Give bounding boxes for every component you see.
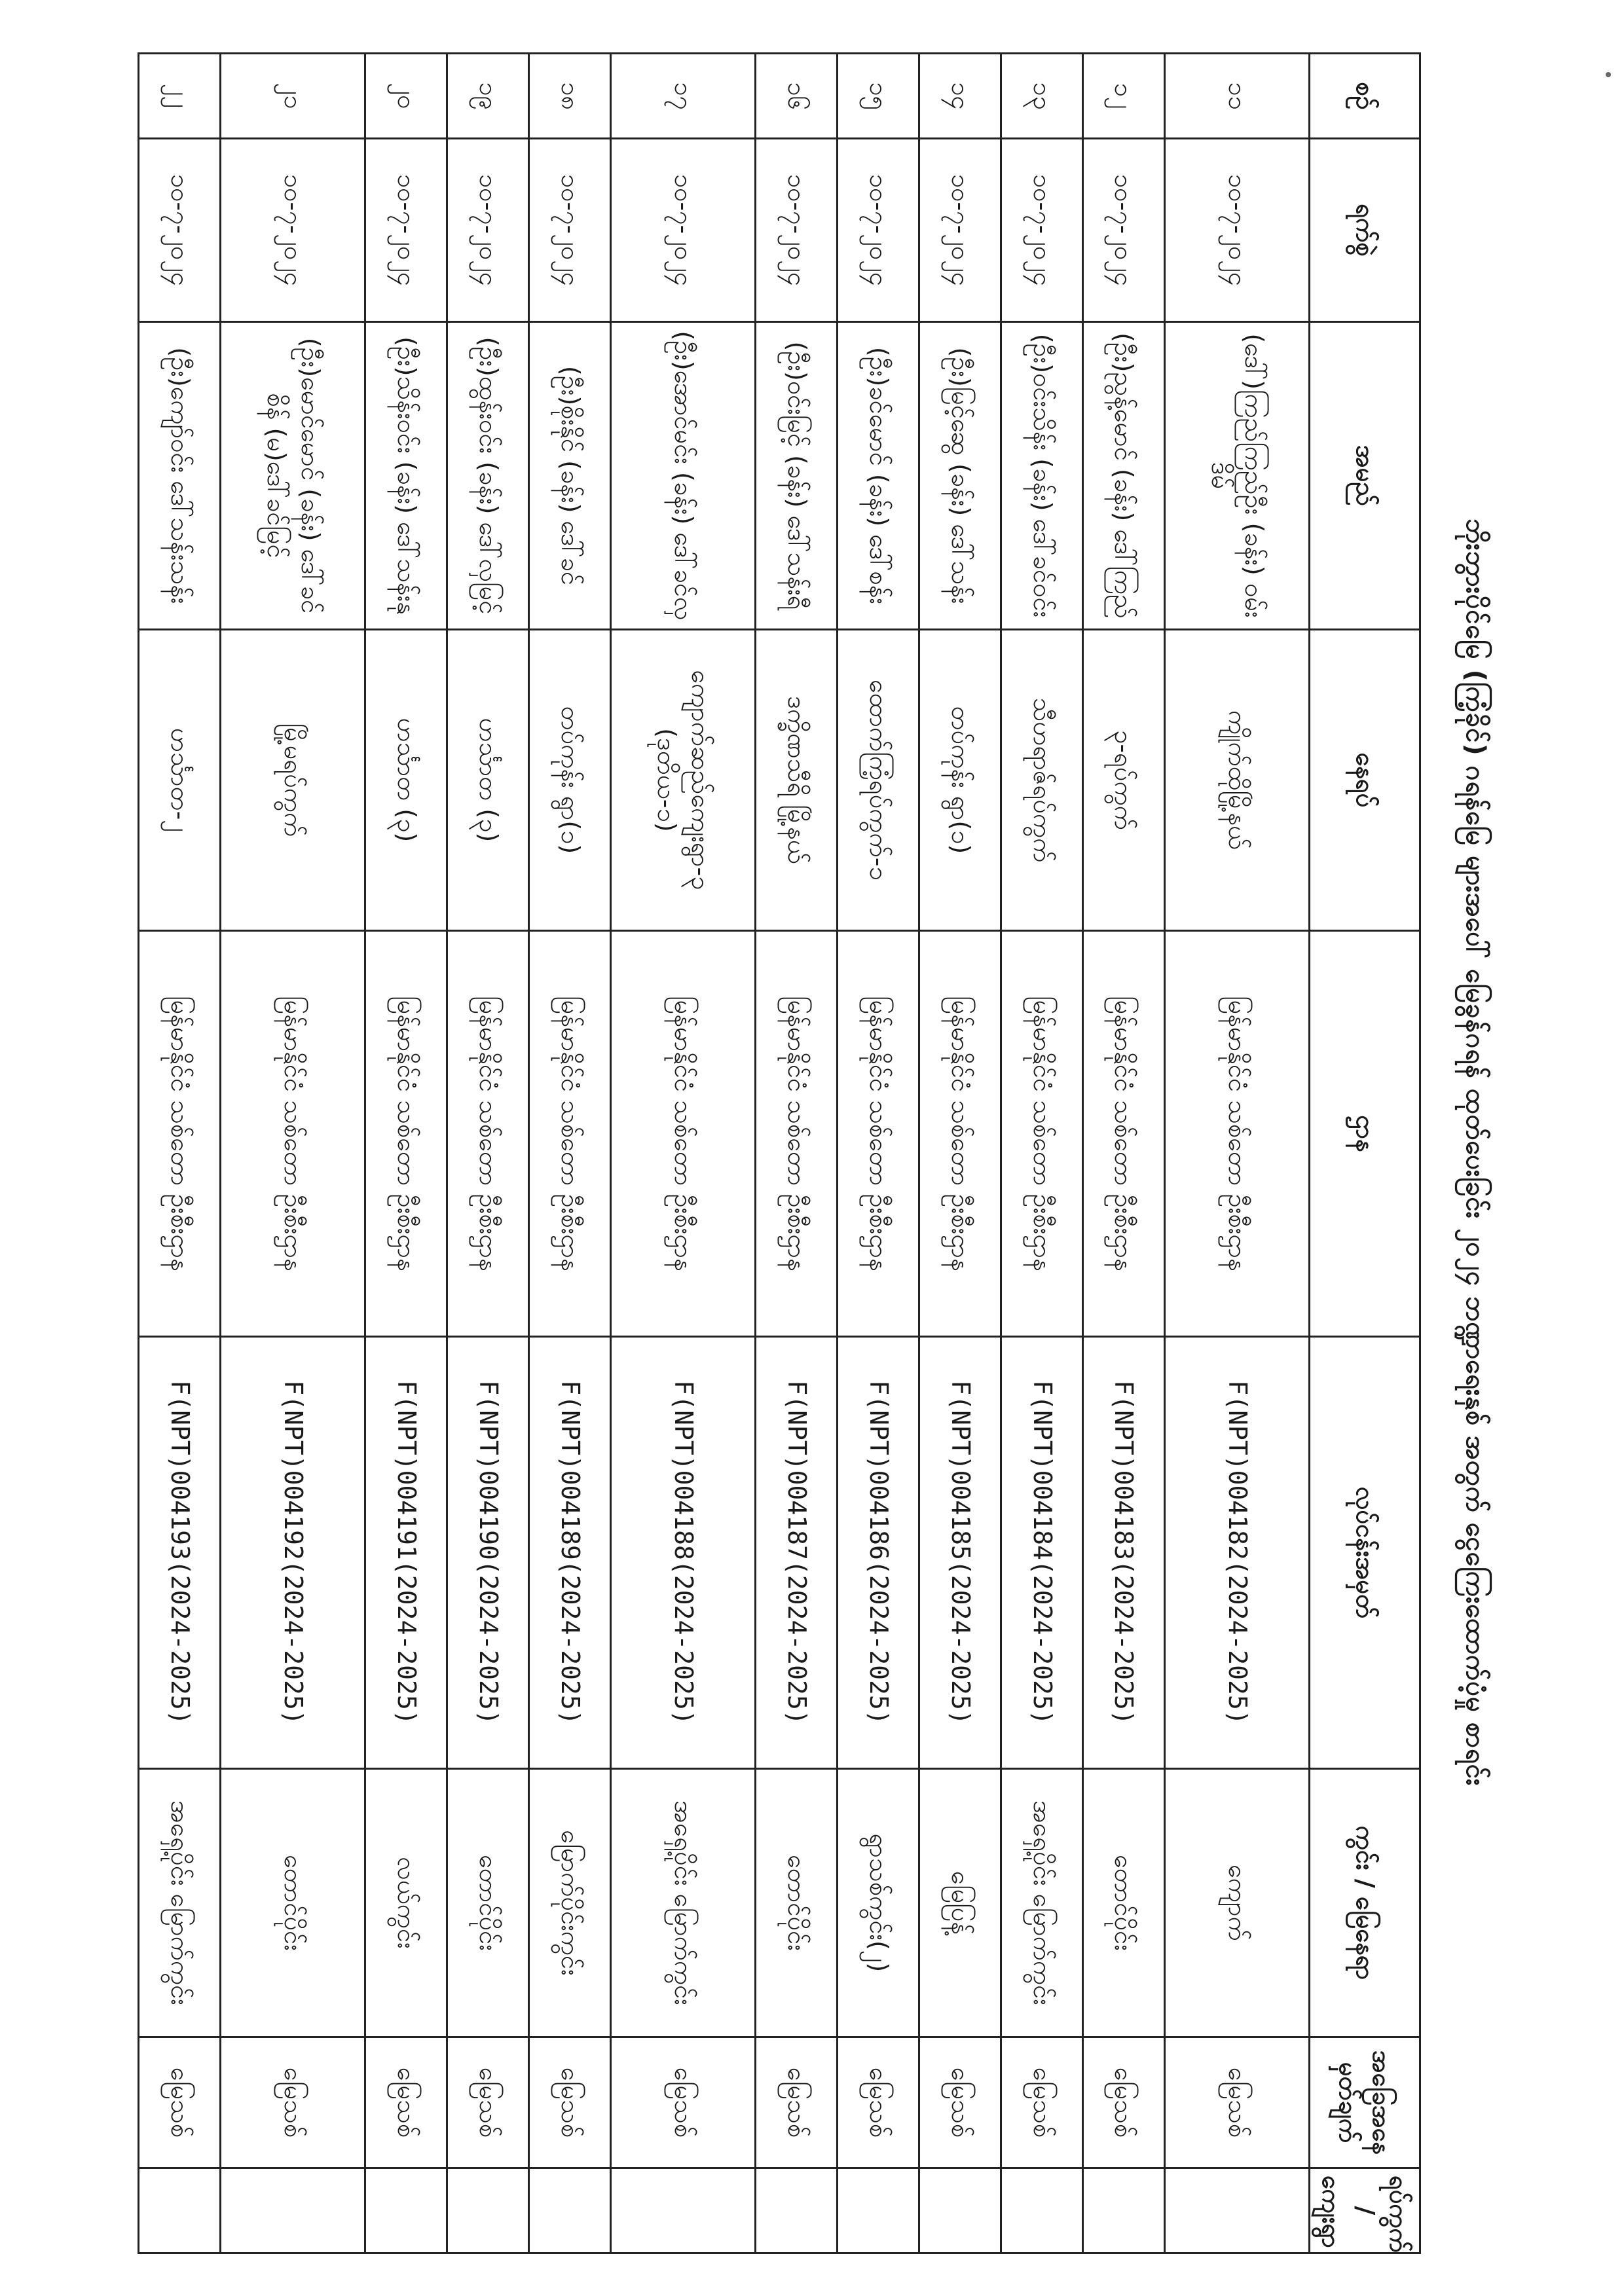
cell-extra (1082, 2168, 1164, 2253)
cell-date: ၁၀-၇-၂၀၂၄ (756, 139, 838, 322)
cell-no: ၁၈ (529, 54, 611, 139)
cell-name: (ဦး)ခင်မောင် (ခန်း) ဒေါ်စန်း (838, 322, 919, 630)
cell-name: (ဦး)ညွန့်မောင် (ခန်း) ဒေါ်ကြည် (1082, 322, 1164, 630)
cell-name: (ဦး)မောင်မောင် (ခန်း) ဒေါ်ခင်စိန် (မ)ဒေါ်ခင်မြင့် (221, 322, 365, 630)
table-row (1001, 54, 1082, 2253)
cell-remark: မြေသစ် (1164, 2037, 1309, 2168)
cell-date: ၁၀-၇-၂၀၂၄ (610, 139, 755, 322)
cell-no: ၁၆ (756, 54, 838, 139)
header-unit: ဌာန (1310, 931, 1420, 1337)
cell-no: ၁၁ (1164, 54, 1309, 139)
cell-extra (139, 2168, 221, 2253)
cell-date: ၁၀-၇-၂၀၂၄ (221, 139, 365, 322)
table-row (529, 54, 611, 2253)
cell-extra (838, 2168, 919, 2253)
cell-unit: မြန်မာနိုင်ငံ သစ်တော ဦးစီးဌာန (529, 931, 611, 1337)
cell-name: (ဒေါ်)ကြည်ကြည်ဦး (ခန်း) ဝမ်းဒိမ် (1164, 322, 1309, 630)
cell-no: ၁၂ (1082, 54, 1164, 139)
cell-location: လယ်ကွင်း (365, 1769, 447, 2037)
cell-unit: မြန်မာနိုင်ငံ သစ်တော ဦးစီးဌာန (447, 931, 529, 1337)
cell-unit: မြန်မာနိုင်ငံ သစ်တော ဦးစီးဌာန (365, 931, 447, 1337)
header-no: စဉ် (1310, 54, 1420, 139)
header-remark-line2: မှတ်ချက် (1334, 2062, 1363, 2143)
cell-file-no: F(NPT)004182(2024-2025) (1164, 1337, 1309, 1769)
cell-no: ၂၁ (221, 54, 365, 139)
header-remark (1310, 2037, 1420, 2168)
cell-remark: မြေသစ် (221, 2037, 365, 2168)
cell-location: တောင်ပိုင်း (1082, 1769, 1164, 2037)
cell-unit: မြန်မာနိုင်ငံ သစ်တော ဦးစီးဌာန (1164, 931, 1309, 1337)
cell-extra (365, 2168, 447, 2253)
cell-unit: မြန်မာနိုင်ငံ သစ်တော ဦးစီးဌာန (221, 931, 365, 1337)
cell-location: ရွာသစ်ကွင်း(၂) (838, 1769, 919, 2037)
cell-file-no: F(NPT)004184(2024-2025) (1001, 1337, 1082, 1769)
cell-date: ၁၀-၇-၂၀၂၄ (365, 139, 447, 322)
table-row (221, 54, 365, 2253)
register-table (138, 52, 1421, 2254)
scan-speck (1606, 72, 1611, 77)
cell-remark: မြေသစ် (756, 2037, 838, 2168)
header-name: အမည် (1310, 322, 1420, 630)
cell-date: ၁၀-၇-၂၀၂၄ (1082, 139, 1164, 322)
cell-extra (447, 2168, 529, 2253)
cell-file-no: F(NPT)004183(2024-2025) (1082, 1337, 1164, 1769)
cell-remark: မြေသစ် (1001, 2037, 1082, 2168)
header-address: နေရပ် (1310, 630, 1420, 931)
document-title: ဘိုးဘွားပိုင်မြေ (ကြံ့ခိုင်) ဂရန်မြေ များအပေါ် မြေခွန်ဂရန် ထုတ်ပေးခြင်း ၂၀၂၄ ဘဏ္ဍာရေးနှစ် အတွက် ငွေကြေးထောက်ပံ့မှု စာရင်း (1460, 518, 1491, 1787)
cell-address: ဒက္ခိဏသီရိ မြို့နယ် (756, 630, 838, 931)
cell-unit: မြန်မာနိုင်ငံ သစ်တော ဦးစီးဌာန (610, 931, 755, 1337)
cell-file-no: F(NPT)004191(2024-2025) (365, 1337, 447, 1769)
cell-unit: မြန်မာနိုင်ငံ သစ်တော ဦးစီးဌာန (919, 931, 1001, 1337)
cell-date: ၁၀-၇-၂၀၂၄ (529, 139, 611, 322)
table-row (139, 54, 221, 2253)
cell-remark: မြေသစ် (447, 2037, 529, 2168)
cell-date: ၁၀-၇-၂၀၂၄ (1001, 139, 1082, 322)
cell-no: ၁၉ (447, 54, 529, 139)
header-date: ရက်စွဲ (1310, 139, 1420, 322)
cell-address: တပ်ကုန်း ရွာ(၁) (919, 630, 1001, 931)
cell-name: (ဦး)ဝင်းသိန်း (ခန်း) ဒေါ်ခင်ဝင်း (1001, 322, 1082, 630)
cell-address: ကျိုက်ထိုမြို့နယ် (1164, 630, 1309, 931)
cell-unit: မြန်မာနိုင်ငံ သစ်တော ဦးစီးဌာန (838, 931, 919, 1337)
rotated-sheet (138, 52, 1513, 2252)
cell-date: ၁၀-၇-၂၀၂၄ (447, 139, 529, 322)
cell-no: ၁၅ (838, 54, 919, 139)
cell-address: မြို့မရပ်ကွက် (221, 630, 365, 931)
cell-file-no: F(NPT)004192(2024-2025) (221, 1337, 365, 1769)
cell-name: (ဦး)စိုးနိုင် (ခန်း) ဒေါ်ခင် (529, 322, 611, 630)
table-row (1164, 54, 1309, 2253)
cell-extra (529, 2168, 611, 2253)
cell-location: တောင်ပိုင်း (221, 1769, 365, 2037)
cell-location: အရှေ့ပိုင်း မြောက်ကွင်း (139, 1769, 221, 2037)
cell-remark: မြေသစ် (365, 2037, 447, 2168)
cell-name: (ဦး)သိန်းဝင်း (ခန်း) ဒေါ်သန်းနု (365, 322, 447, 630)
cell-extra (919, 2168, 1001, 2253)
header-file-no: လုပ်ငန်းအမှတ် (1310, 1337, 1420, 1769)
cell-name: (ဦး)ဝင်းမြင့် (ခန်း) ဒေါ်သန်းရီ (756, 322, 838, 630)
cell-name: (ဦး)ကျော်ဝင်း ဒေါ်သန်းသန်း (139, 322, 221, 630)
cell-remark: မြေသစ် (139, 2037, 221, 2168)
cell-location: မြောက်ပိုင်းကွင်း (529, 1769, 611, 2037)
cell-location: တောင်ပိုင်း (756, 1769, 838, 2037)
cell-remark: မြေသစ် (529, 2037, 611, 2168)
cell-address: ဟင်္သာတ-၂ (139, 630, 221, 931)
cell-location: အရှေ့ပိုင်း မြောက်ကွင်း (610, 1769, 755, 2037)
cell-file-no: F(NPT)004188(2024-2025) (610, 1337, 755, 1769)
table-row (756, 54, 838, 2253)
cell-name: (ဦး)ထွန်းဝင်း (ခန်း) ဒေါ်လှမြင့် (447, 322, 529, 630)
cell-extra (221, 2168, 365, 2253)
cell-name: (ဦး)အောင်မင်း (ခန်း) ဒေါ်ခင်လှ (610, 322, 755, 630)
cell-no: ၁၇ (610, 54, 755, 139)
cell-name: (ဦး)မြင့်ဆွေ (ခန်း) ဒေါ်သန်း (919, 322, 1001, 630)
cell-address: သီဟရာဇ်ရပ်ကွက် (1001, 630, 1082, 931)
header-remark-line1: အခြေအနေ (1367, 2050, 1397, 2155)
cell-location: မြေပြန့် (919, 1769, 1001, 2037)
cell-extra (756, 2168, 838, 2253)
cell-file-no: F(NPT)004189(2024-2025) (529, 1337, 611, 1769)
cell-location: တောင်ပိုင်း (447, 1769, 529, 2037)
cell-extra (1001, 2168, 1082, 2253)
table-row (447, 54, 529, 2253)
cell-remark: မြေသစ် (838, 2037, 919, 2168)
cell-file-no: F(NPT)004193(2024-2025) (139, 1337, 221, 1769)
cell-date: ၁၀-၇-၂၀၂၄ (838, 139, 919, 322)
cell-file-no: F(NPT)004186(2024-2025) (838, 1337, 919, 1769)
cell-remark: မြေသစ် (1082, 2037, 1164, 2168)
cell-remark: မြေသစ် (919, 2037, 1001, 2168)
cell-unit: မြန်မာနိုင်ငံ သစ်တော ဦးစီးဌာန (139, 931, 221, 1337)
cell-unit: မြန်မာနိုင်ငံ သစ်တော ဦးစီးဌာန (756, 931, 838, 1337)
cell-location: အရှေ့ပိုင်း မြောက်ကွင်း (1001, 1769, 1082, 2037)
header-location: ကွင်း / မြေနေရာ (1310, 1769, 1420, 2037)
cell-file-no: F(NPT)004190(2024-2025) (447, 1337, 529, 1769)
cell-extra (610, 2168, 755, 2253)
cell-date: ၁၀-၇-၂၀၂၄ (139, 139, 221, 322)
cell-address: ၃-ရပ်ကွက် (1082, 630, 1164, 931)
table-row (919, 54, 1001, 2253)
cell-no: ၁၄ (919, 54, 1001, 139)
header-row (1310, 54, 1420, 2253)
header-extra: ရပ်ကွက် / ကျေးရွာ (1310, 2168, 1420, 2253)
cell-address: ဟင်္သာတ (၃) (365, 630, 447, 931)
cell-file-no: F(NPT)004187(2024-2025) (756, 1337, 838, 1769)
cell-unit: မြန်မာနိုင်ငံ သစ်တော ဦးစီးဌာန (1082, 931, 1164, 1337)
cell-address: ထောက်ကြံ့ရပ်ကွက်-၁ (838, 630, 919, 931)
cell-no: ၂၀ (365, 54, 447, 139)
table-row (1082, 54, 1164, 2253)
cell-file-no: F(NPT)004185(2024-2025) (919, 1337, 1001, 1769)
cell-no: ၂၂ (139, 54, 221, 139)
cell-unit: မြန်မာနိုင်ငံ သစ်တော ဦးစီးဌာန (1001, 931, 1082, 1337)
table-row (610, 54, 755, 2253)
cell-location: ကျောက် (1164, 1769, 1309, 2037)
table-row (838, 54, 919, 2253)
cell-address: ကျောက်ဆည်ကျေးရွာ-၃ (ဒုတိယ-၁) (610, 630, 755, 931)
cell-extra (1164, 2168, 1309, 2253)
cell-address: တပ်ကုန်း ရွာ(၁) (529, 630, 611, 931)
cell-date: ၁၀-၇-၂၀၂၄ (1164, 139, 1309, 322)
cell-no: ၁၃ (1001, 54, 1082, 139)
cell-address: ဟင်္သာတ (၃) (447, 630, 529, 931)
cell-date: ၁၀-၇-၂၀၂၄ (919, 139, 1001, 322)
cell-remark: မြေသစ် (610, 2037, 755, 2168)
table-row (365, 54, 447, 2253)
